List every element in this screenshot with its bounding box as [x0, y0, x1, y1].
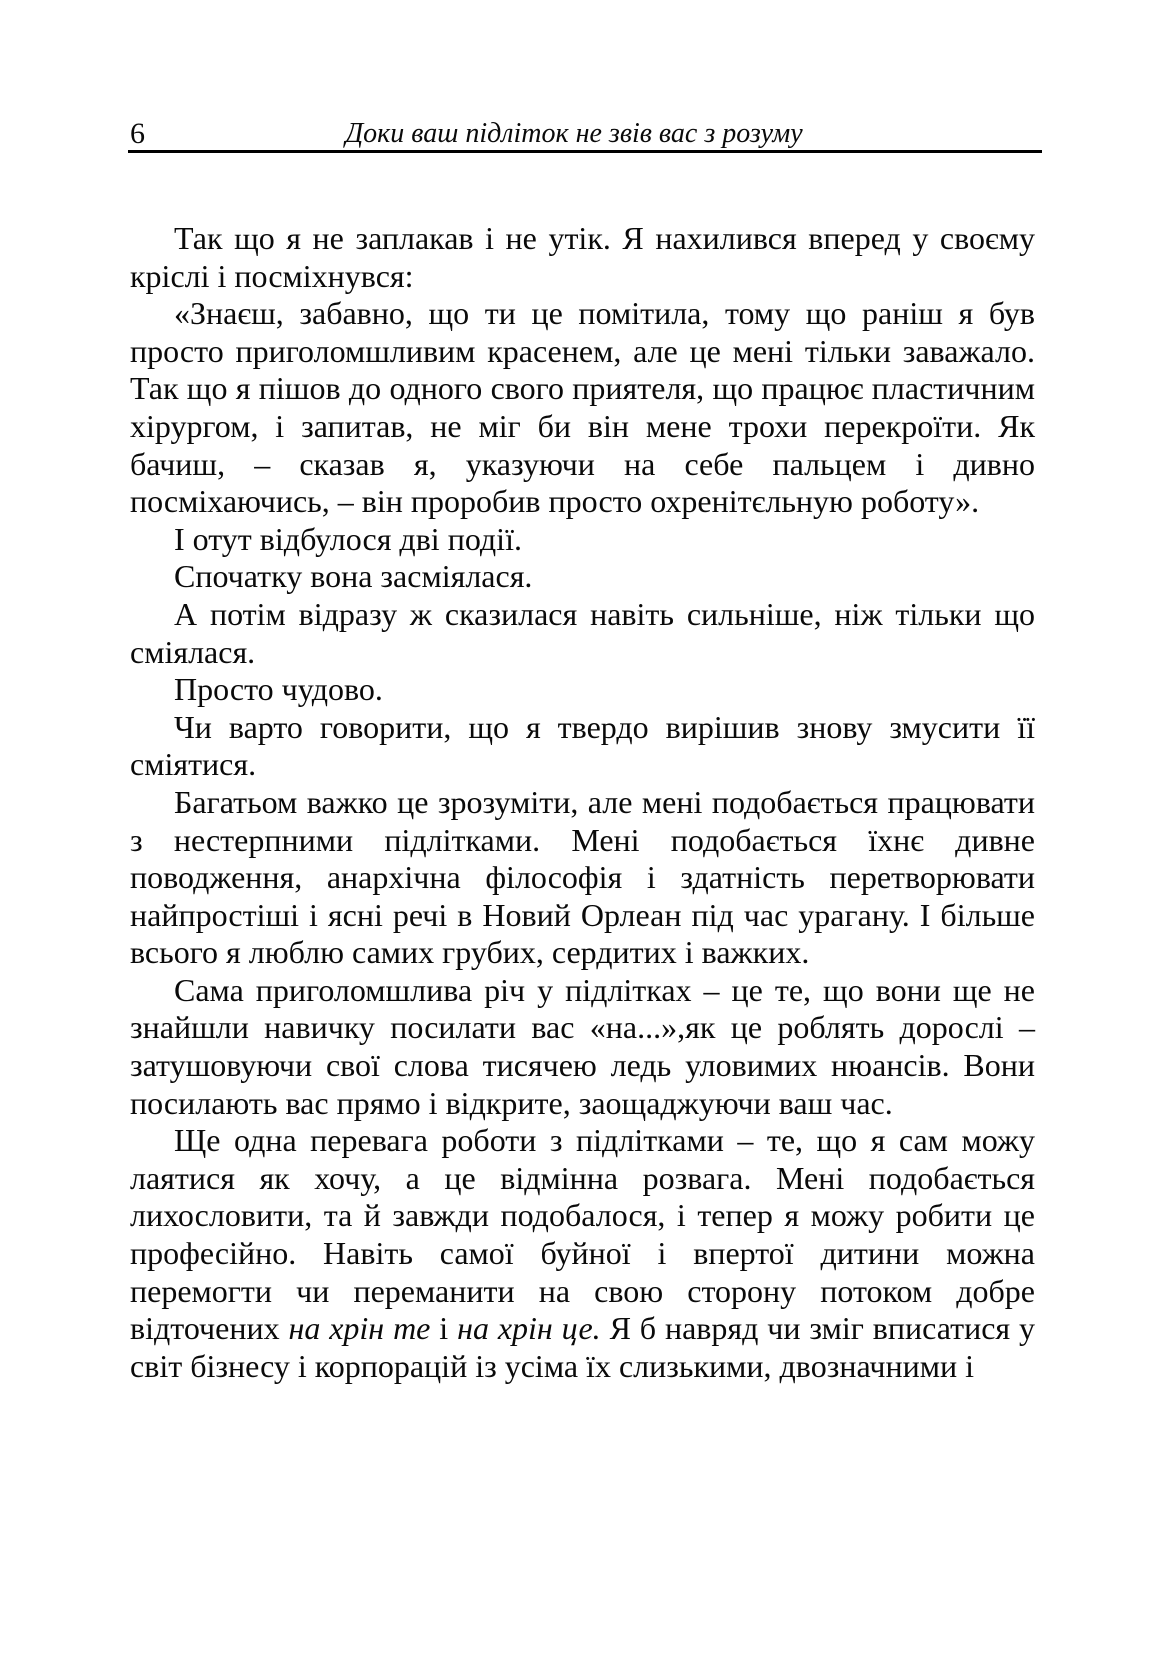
paragraph	[130, 295, 1035, 521]
text-run: Багатьом важко це зрозуміти, але мені подобається працювати з нестерпними підлітками. Мені подобається їхнє дивне поводження, анархічна філософія і здатність перетворювати найпростіші і ясні речі в Новий Орлеан під час урагану. І більше всього я люблю самих грубих, сердитих і важких.	[130, 783, 1035, 971]
text-run: і	[430, 1310, 458, 1347]
italic-text-run: на хрін те	[288, 1310, 431, 1347]
text-run: «Знаєш, забавно, що ти це помітила, тому що раніш я був просто приголомшливим красенем, але це мені тільки заважало. Так що я пішов до одного свого приятеля, що працює пластичним хірургом, і запитав, не міг би він мене трохи перекроїти. Як бачиш, – сказав я, указуючи на себе пальцем і дивно посміхаючись, – він проробив просто охренітєльную роботу».	[130, 295, 1035, 520]
text-run: Чи варто говорити, що я твердо вирішив знову змусити її сміятися.	[130, 708, 1035, 783]
paragraph	[130, 709, 1035, 784]
text-run: І отут відбулося дві події.	[174, 520, 522, 557]
text-run: Сама приголомшлива річ у підлітках – це те, що вони ще не знайшли навичку посилати вас «на...»,як це роблять дорослі – затушовуючи свої слова тисячею ледь уловимих нюансів. Вони посилають вас прямо і відкрите, заощаджуючи ваш час.	[130, 971, 1035, 1121]
paragraph	[130, 1122, 1035, 1385]
paragraph	[130, 521, 1035, 559]
text-run: Ще одна перевага роботи з підлітками – те, що я сам можу лаятися як хочу, а це відмінна розвага. Мені подобається лихословити, та й завжди подобалося, і тепер я можу робити це професійно. Навіть самої буйної і впертої дитини можна перемогти чи переманити на свою сторону потоком добре відточених	[130, 1122, 1035, 1347]
text-run: Спочатку вона засміялася.	[174, 558, 533, 595]
text-run: А потім відразу ж сказилася навіть сильніше, ніж тільки що сміялася.	[130, 595, 1035, 670]
paragraph	[130, 972, 1035, 1122]
paragraph	[130, 784, 1035, 972]
paragraph	[130, 220, 1035, 295]
paragraph	[130, 596, 1035, 671]
page-body-text	[130, 220, 1035, 1385]
header-rule	[128, 150, 1042, 153]
text-run: Просто чудово.	[174, 671, 383, 708]
italic-text-run: на хрін це.	[457, 1310, 601, 1347]
page-number: 6	[130, 117, 145, 150]
running-header	[128, 117, 1042, 153]
text-run: Так що я не заплакав і не утік. Я нахилився вперед у своєму кріслі і посміхнувся:	[130, 220, 1035, 294]
paragraph	[130, 558, 1035, 596]
running-title: Доки ваш підліток не звів вас з розуму	[345, 118, 803, 149]
paragraph	[130, 671, 1035, 709]
text-run: Я б навряд чи зміг вписатися у світ бізнесу і корпорацій із усіма їх слизькими, двозначними і	[130, 1310, 1036, 1384]
